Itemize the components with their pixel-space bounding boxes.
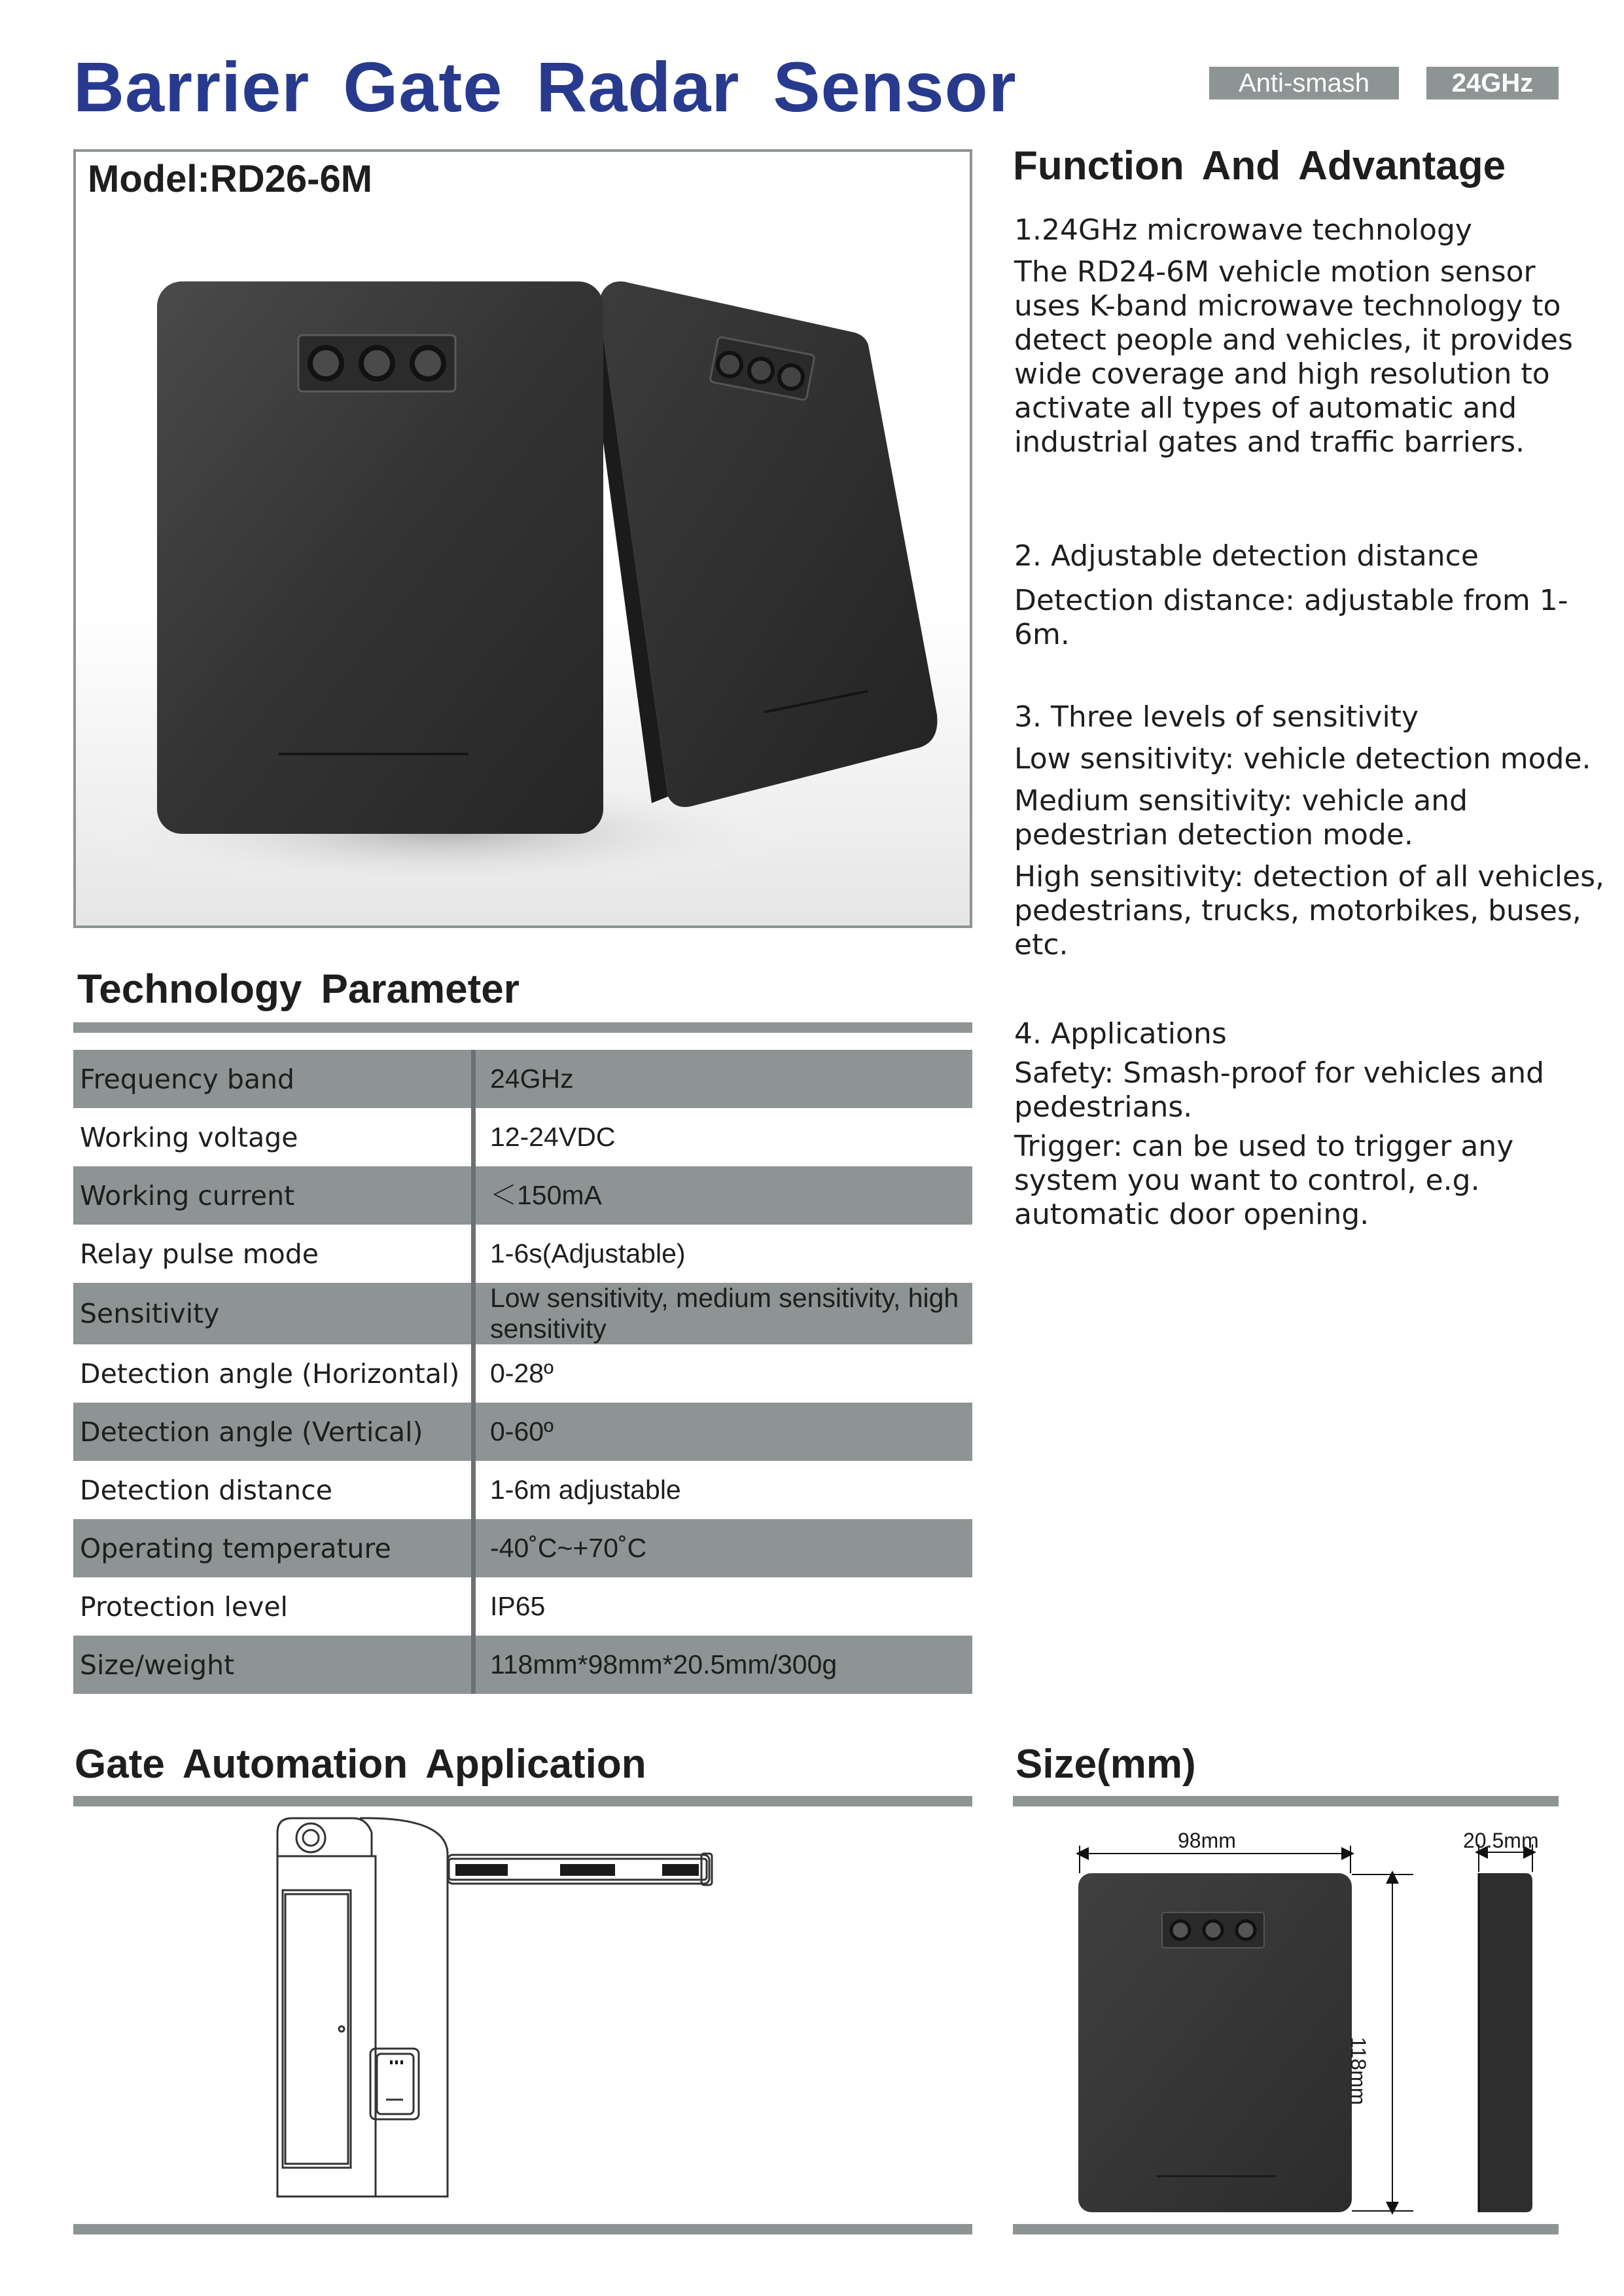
param-label: Protection level (73, 1577, 474, 1636)
param-value: 1-6s(Adjustable) (490, 1238, 686, 1268)
depth-dimension-label: 20.5mm (1463, 1829, 1539, 1852)
gate-bottom-rule (73, 2224, 972, 2234)
table-row (73, 1166, 972, 1225)
param-value: IP65 (490, 1591, 546, 1621)
param-label: Size/weight (73, 1636, 474, 1694)
width-dimension-label: 98mm (1178, 1829, 1236, 1852)
section-4-safety: Safety: Smash-proof for vehicles and pedestrians. (1014, 1056, 1545, 1124)
param-value: ＜150mA (474, 1166, 973, 1225)
param-label: Detection distance (73, 1461, 474, 1519)
gate-rule (73, 1796, 972, 1806)
section-1-title: 1.24GHz microwave technology (1014, 213, 1472, 247)
param-label: Working voltage (73, 1108, 474, 1166)
function-section-3 (1014, 700, 1623, 962)
technology-rule (73, 1022, 972, 1033)
height-dimension-label: 118mm (1347, 2037, 1370, 2106)
section-2-title: 2. Adjustable detection distance (1014, 539, 1479, 573)
param-label: Operating temperature (73, 1519, 474, 1577)
param-label: Working current (73, 1166, 474, 1225)
section-3-low: Low sensitivity: vehicle detection mode. (1014, 742, 1591, 776)
gate-heading: Gate Automation Application (75, 1742, 646, 1787)
param-value: 118mm*98mm*20.5mm/300g (474, 1636, 973, 1694)
table-row (73, 1344, 972, 1403)
param-value: 24GHz (474, 1050, 973, 1108)
param-label: Frequency band (73, 1050, 474, 1108)
function-section-2 (1014, 539, 1603, 652)
param-value: -40˚C~+70˚C (474, 1519, 973, 1577)
param-label: Detection angle (Horizontal) (73, 1344, 474, 1403)
table-row (73, 1050, 972, 1108)
size-rule (1013, 1796, 1559, 1806)
table-row (73, 1461, 972, 1519)
section-4-trigger: Trigger: can be used to trigger any system you want to control, e.g. automatic door opening. (1014, 1130, 1514, 1231)
param-value: 0-28º (490, 1358, 554, 1388)
table-row (73, 1283, 972, 1344)
param-value: 0-60º (474, 1403, 973, 1461)
param-label: Relay pulse mode (73, 1225, 474, 1283)
table-row (73, 1519, 972, 1577)
function-section-1 (1014, 213, 1603, 459)
parameter-table (73, 1050, 972, 1694)
table-row (73, 1636, 972, 1694)
function-heading: Function And Advantage (1013, 143, 1506, 188)
table-row (73, 1577, 972, 1636)
table-row (73, 1108, 972, 1166)
badge-anti-smash: Anti-smash (1209, 67, 1399, 99)
size-bottom-rule (1013, 2224, 1559, 2234)
page-title: Barrier Gate Radar Sensor (73, 47, 1017, 126)
section-2-body: Detection distance: adjustable from 1-6m. (1014, 584, 1568, 651)
technology-heading: Technology Parameter (77, 967, 520, 1012)
product-photo (76, 152, 970, 925)
model-label: Model:RD26-6M (88, 158, 373, 200)
param-label: Detection angle (Vertical) (73, 1403, 474, 1461)
size-heading: Size(mm) (1015, 1742, 1196, 1787)
gate-illustration (262, 1813, 720, 2219)
param-label: Sensitivity (73, 1283, 474, 1344)
param-value: 1-6m adjustable (490, 1475, 681, 1505)
param-value: 12-24VDC (490, 1122, 616, 1152)
section-3-high: High sensitivity: detection of all vehicles, pedestrians, trucks, motorbikes, buses, etc. (1014, 860, 1604, 961)
size-diagram (1047, 1826, 1570, 2219)
function-section-4 (1014, 1017, 1603, 1232)
table-row (73, 1225, 972, 1283)
badge-frequency: 24GHz (1426, 67, 1559, 99)
param-value: Low sensitivity, medium sensitivity, high sensitivity (474, 1283, 973, 1344)
section-4-title: 4. Applications (1014, 1017, 1227, 1050)
section-1-body: The RD24-6M vehicle motion sensor uses K-band microwave technology to detect people and vehicles, it provides wide coverage and high resolution to activate all types of automatic and industrial gates and traffic barriers. (1014, 255, 1573, 459)
table-row (73, 1403, 972, 1461)
section-3-medium: Medium sensitivity: vehicle and pedestrian detection mode. (1014, 784, 1468, 852)
section-3-title: 3. Three levels of sensitivity (1014, 700, 1419, 734)
